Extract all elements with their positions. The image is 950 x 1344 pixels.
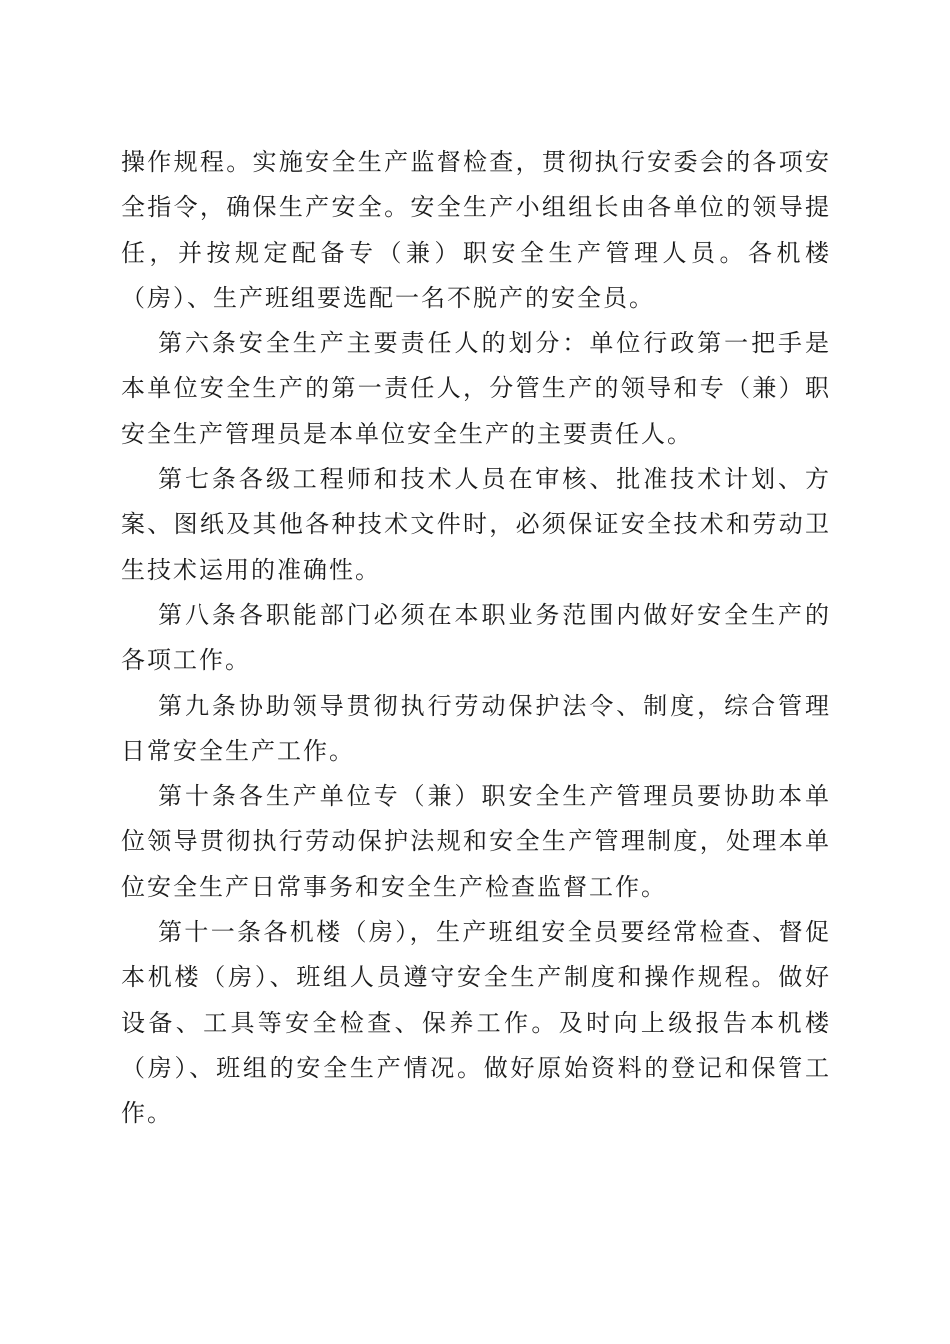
article-11-paragraph: 第十一条各机楼（房），生产班组安全员要经常检查、督促本机楼（房）、班组人员遵守安全生产制度和操作规程。做好设备、工具等安全检查、保养工作。及时向上级报告本机楼（房）、班组的安全生产情况。做好原始资料的登记和保管工作。 <box>121 918 831 1128</box>
article-6-paragraph: 第六条安全生产主要责任人的划分：单位行政第一把手是本单位安全生产的第一责任人，分管生产的领导和专（兼）职安全生产管理员是本单位安全生产的主要责任人。 <box>121 329 831 448</box>
document-body <box>121 140 831 1137</box>
paragraph-continuation: 操作规程。实施安全生产监督检查，贯彻执行安委会的各项安全指令，确保生产安全。安全生产小组组长由各单位的领导提任，并按规定配备专（兼）职安全生产管理人员。各机楼（房）、生产班组要选配一名不脱产的安全员。 <box>121 148 831 312</box>
article-9-paragraph: 第九条协助领导贯彻执行劳动保护法令、制度，综合管理日常安全生产工作。 <box>121 691 831 765</box>
article-7-paragraph: 第七条各级工程师和技术人员在审核、批准技术计划、方案、图纸及其他各种技术文件时，必须保证安全技术和劳动卫生技术运用的准确性。 <box>121 465 831 584</box>
article-10-paragraph: 第十条各生产单位专（兼）职安全生产管理员要协助本单位领导贯彻执行劳动保护法规和安全生产管理制度，处理本单位安全生产日常事务和安全生产检查监督工作。 <box>121 782 831 901</box>
article-8-paragraph: 第八条各职能部门必须在本职业务范围内做好安全生产的各项工作。 <box>121 600 831 675</box>
